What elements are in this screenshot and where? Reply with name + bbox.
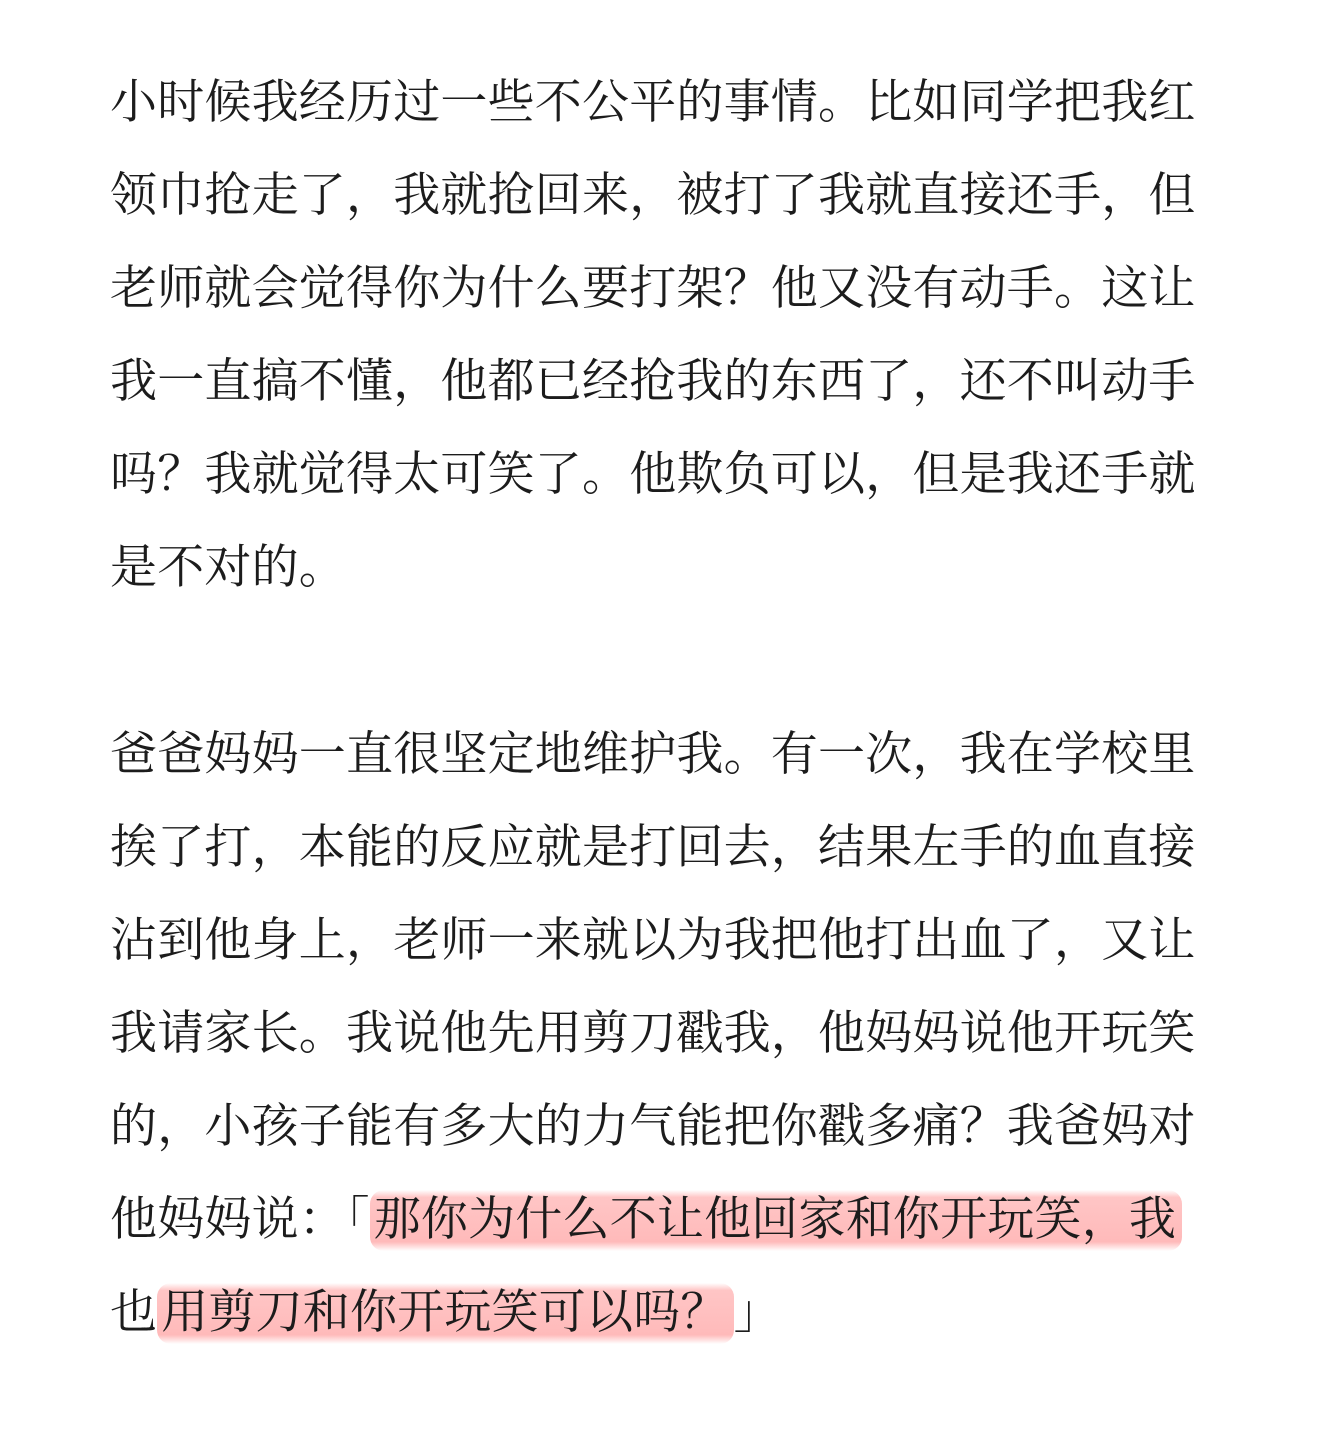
text-line: 挨了打，本能的反应就是打回去，结果左手的血直接 [110,820,1196,875]
text-line: 沾到他身上，老师一来就以为我把他打出血了，又让 [110,913,1196,968]
text-line: 老师就会觉得你为什么要打架？他又没有动手。这让 [110,261,1196,316]
text-line: 爸爸妈妈一直很坚定地维护我。有一次，我在学校里 [110,727,1196,782]
article-body [110,56,1210,1359]
highlighted-quote-part-2: 用剪刀和你开玩笑可以吗？ [157,1283,733,1344]
paragraph-2 [110,708,1210,1359]
text-line-with-quote [110,1266,1210,1359]
text-line: 的，小孩子能有多大的力气能把你戳多痛？我爸妈对 [110,1099,1196,1154]
text-line-with-quote [110,1173,1210,1266]
text-line: 我请家长。我说他先用剪刀戳我，他妈妈说他开玩笑 [110,1006,1196,1061]
paragraph-1 [110,56,1210,614]
quote-first-char: 也 [110,1285,158,1340]
text-line: 小时候我经历过一些不公平的事情。比如同学把我红 [110,75,1196,130]
text-line: 吗？我就觉得太可笑了。他欺负可以，但是我还手就 [110,447,1196,502]
text-line: 领巾抢走了，我就抢回来，被打了我就直接还手，但 [110,168,1196,223]
quote-lead-in: 他妈妈说：「 [110,1192,370,1247]
highlighted-quote-part-1: 那你为什么不让他回家和你开玩笑，我 [370,1190,1182,1251]
text-line: 是不对的。 [110,540,346,595]
text-line: 我一直搞不懂，他都已经抢我的东西了，还不叫动手 [110,354,1196,409]
closing-quote-mark: 」 [733,1285,781,1340]
